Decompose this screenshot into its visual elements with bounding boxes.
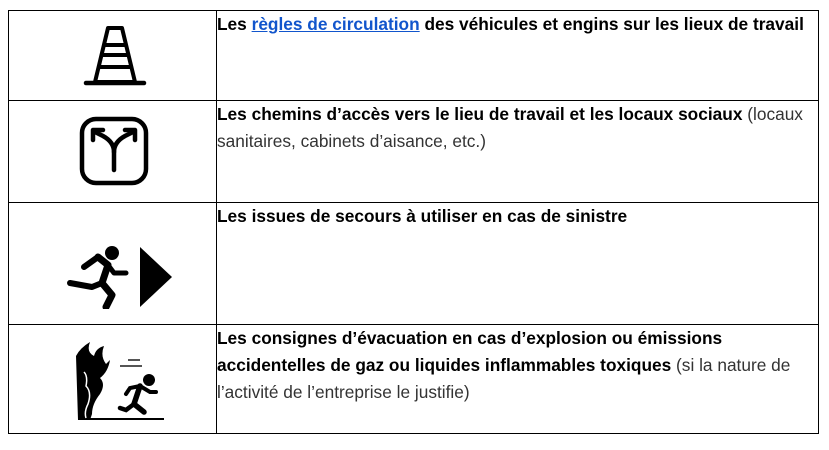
icon-cell [9,101,217,203]
rule-text [217,11,818,38]
text-cell [217,101,819,203]
table-row [9,101,819,203]
normal-text: (si la nature de l’activité de l’entreprise le justifie) [217,355,791,402]
bold-text: Les [217,14,252,34]
evacuation-instructions-text [217,325,818,406]
info-table [8,10,819,434]
icon-cell [9,325,217,434]
traffic-cone-icon [82,25,148,87]
bold-text: des véhicules et engins sur les lieux de travail [419,14,804,34]
table-row [9,325,819,434]
bold-text: Les consignes d’évacuation en cas d’explosion ou émissions accidentelles de gaz ou liquides inflammables toxiques [217,328,723,375]
access-paths-text [217,101,818,155]
bold-text: Les chemins d’accès vers le lieu de travail et les locaux sociaux [217,104,743,124]
text-cell [217,325,819,434]
fork-arrow-icon [79,116,149,186]
emergency-exits-text [217,203,818,230]
traffic-rules-link[interactable]: règles de circulation [251,14,420,34]
normal-text: (locaux sanitaires, cabinets d’aisance, etc.) [217,104,803,151]
text-cell [217,203,819,325]
emergency-exit-runner-icon [62,243,174,309]
fire-evacuation-icon [70,342,166,420]
icon-cell [9,11,217,101]
table-row [9,203,819,325]
icon-cell [9,203,217,325]
text-cell [217,11,819,101]
table-row [9,11,819,101]
bold-text: Les issues de secours à utiliser en cas de sinistre [217,206,628,226]
